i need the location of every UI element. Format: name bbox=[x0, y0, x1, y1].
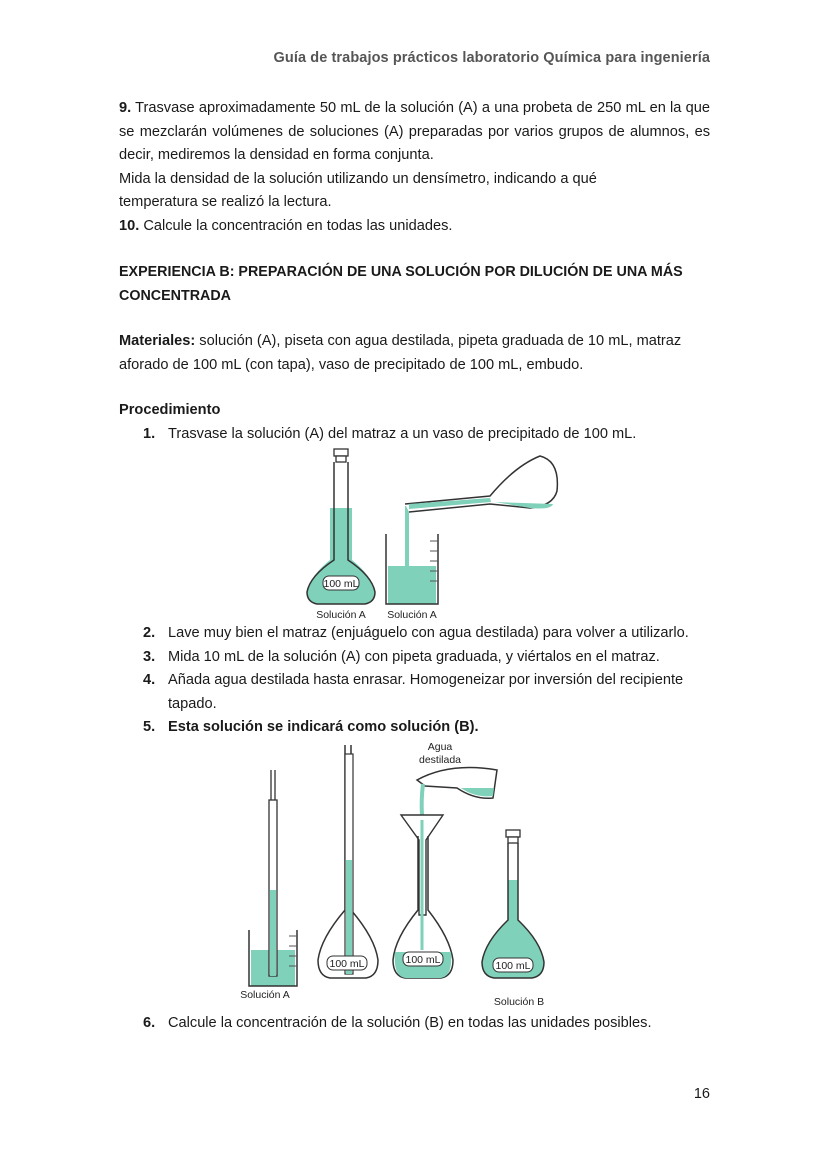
density-line-1: Mida la densidad de la solución utilizando un densímetro, indicando a qué bbox=[119, 170, 597, 187]
water-label-line2: destilada bbox=[418, 753, 461, 766]
pipette-in-beaker-illustration bbox=[249, 770, 297, 986]
procedure-step-4 bbox=[119, 669, 710, 716]
water-label-line1: Agua bbox=[427, 740, 452, 753]
volumetric-flask-illustration bbox=[307, 449, 375, 604]
step-9-text: Trasvase aproximadamente 50 mL de la solución (A) a una probeta de 250 mL en la que se mezclarán volúmenes de soluciones (A) preparadas por varios grupos de alumnos, es decir, mediremos la densidad en forma conjunta. bbox=[119, 100, 710, 163]
procedure-step-3 bbox=[119, 646, 710, 670]
procedure-step-5 bbox=[119, 716, 710, 740]
label-solucion-a: Solución A bbox=[239, 988, 290, 1001]
page-header: Guía de trabajos prácticos laboratorio Química para ingeniería bbox=[273, 50, 710, 66]
step-number: 2. bbox=[143, 625, 156, 641]
page-content bbox=[119, 97, 710, 1035]
step-10 bbox=[119, 215, 710, 239]
flask-volume-label: 100 mL bbox=[328, 957, 365, 970]
step-number: 5. bbox=[143, 719, 156, 735]
step-text: Lave muy bien el matraz (enjuáguelo con agua destilada) para volver a utilizarlo. bbox=[168, 625, 689, 641]
step-number: 3. bbox=[143, 648, 156, 665]
step-10-number: 10. bbox=[119, 217, 140, 234]
procedure-list bbox=[119, 423, 710, 447]
step-number: 6. bbox=[143, 1014, 156, 1031]
step-number: 1. bbox=[143, 425, 156, 442]
figure-transfer-solution bbox=[265, 446, 565, 618]
pipette-into-flask-illustration bbox=[318, 745, 378, 978]
step-text: Mida 10 mL de la solución (A) con pipeta graduada, y viértalos en el matraz. bbox=[168, 648, 660, 665]
materials-label: Materiales: bbox=[119, 333, 196, 349]
funnel-flask-illustration bbox=[393, 741, 497, 978]
procedure-list-continued bbox=[119, 622, 710, 740]
density-line-2: temperatura se realizó la lectura. bbox=[119, 194, 332, 210]
step-number: 4. bbox=[143, 672, 156, 688]
step-text: Añada agua destilada hasta enrasar. Homogeneizar por inversión del recipiente tapado. bbox=[168, 672, 684, 712]
step-text: Esta solución se indicará como solución (B). bbox=[168, 719, 479, 735]
procedure-step-1 bbox=[119, 423, 710, 447]
procedure-list-final bbox=[119, 1012, 710, 1036]
beaker-illustration bbox=[386, 534, 438, 604]
step-text: Trasvase la solución (A) del matraz a un vaso de precipitado de 100 mL. bbox=[168, 425, 637, 442]
flask-volume-label: 100 mL bbox=[494, 959, 531, 972]
label-solucion-b: Solución B bbox=[493, 995, 544, 1008]
materials-text: solución (A), piseta con agua destilada, pipeta graduada de 10 mL, matraz aforado de 100 mL (con tapa), vaso de precipitado de 100 mL, embudo. bbox=[119, 333, 682, 373]
experience-b-title: EXPERIENCIA B: PREPARACIÓN DE UNA SOLUCIÓN POR DILUCIÓN DE UNA MÁS CONCENTRADA bbox=[119, 264, 683, 304]
materials bbox=[119, 330, 710, 377]
step-9-number: 9. bbox=[119, 100, 132, 116]
label-solucion-a-flask: Solución A bbox=[315, 609, 366, 618]
label-solucion-a-beaker: Solución A bbox=[386, 609, 437, 618]
figure-dilution-steps bbox=[235, 740, 595, 1012]
final-flask-illustration bbox=[482, 830, 544, 978]
procedure-step-2 bbox=[119, 622, 710, 646]
pouring-flask-illustration bbox=[405, 456, 557, 574]
page-number: 16 bbox=[693, 1086, 710, 1102]
procedure-title: Procedimiento bbox=[119, 402, 221, 418]
step-text: Calcule la concentración de la solución (B) en todas las unidades posibles. bbox=[168, 1014, 652, 1031]
flask-volume-label: 100 mL bbox=[322, 578, 359, 590]
procedure-step-6 bbox=[119, 1012, 710, 1036]
flask-volume-label: 100 mL bbox=[404, 953, 441, 966]
step-9 bbox=[119, 97, 710, 168]
step-10-text: Calcule la concentración en todas las unidades. bbox=[139, 217, 453, 234]
